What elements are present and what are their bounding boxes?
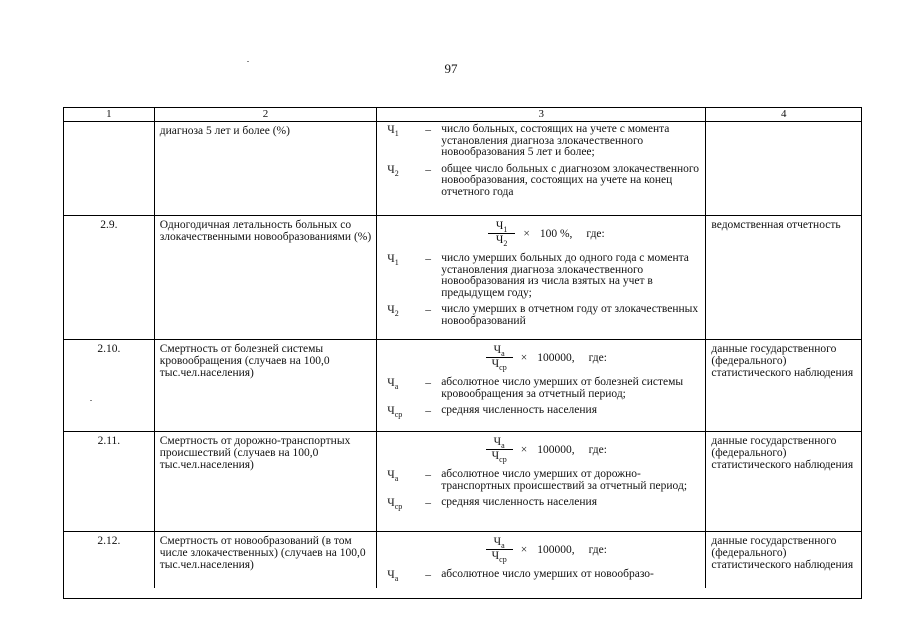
row-number: 2.12. (64, 532, 155, 588)
definition-item (387, 569, 705, 581)
indicator-name: Смертность от дорожно-транспортных происшествий (случаев на 100,0 тыс.чел.населения) (155, 432, 377, 531)
table-row (64, 532, 861, 588)
definition-symbol-subscript: а (394, 474, 399, 483)
definition-item (387, 377, 705, 400)
definition-text: средняя численность населения (441, 404, 597, 416)
row-number: 2.9. (64, 216, 155, 339)
definition-symbol-subscript: 2 (394, 309, 399, 318)
definition-symbol: $Ч_{ср}$ (387, 497, 403, 511)
calculation-method (377, 216, 706, 339)
indicator-name: диагноза 5 лет и более (%) (155, 122, 377, 215)
numerator-symbol-subscript: а (501, 441, 505, 450)
definition-symbol: $Ч_2$ (387, 304, 399, 318)
table-row (64, 340, 861, 432)
definition-dash: – (425, 469, 431, 481)
definition-symbol-subscript: а (394, 382, 399, 391)
numerator-symbol-subscript: а (501, 349, 505, 358)
header-col-4: 4 (780, 108, 787, 120)
definition-text: общее число больных с диагнозом злокачественного новообразования, состоящих на учете на конец отчетного года (441, 162, 700, 198)
definition-item (387, 304, 705, 327)
definition-symbol-subscript: 1 (394, 258, 399, 267)
multiplier: 100 %, (539, 227, 573, 240)
formula (387, 436, 705, 463)
multiply-sign: × (520, 351, 528, 364)
definition-item (387, 253, 705, 299)
denominator-symbol-subscript: 2 (503, 239, 508, 248)
definition-item (387, 124, 705, 159)
formula-denominator (492, 358, 507, 371)
formula-denominator (492, 450, 507, 463)
table-row (64, 122, 861, 216)
numerator-symbol: $Ч_1$ (495, 220, 508, 234)
formula-denominator (492, 550, 507, 563)
definition-symbol-subscript: а (394, 574, 399, 583)
formula-fraction (486, 536, 513, 563)
formula-numerator (486, 536, 513, 550)
formula-fraction (486, 344, 513, 371)
page-number: 97 (444, 61, 458, 76)
definition-text: число умерших больных до одного года с момента установления диагноза злокачественного новообразования из числа взятых на учет в предыдущем году; (441, 252, 689, 299)
table-row (64, 216, 861, 340)
calculation-method (377, 122, 706, 215)
numerator-symbol: $Ч_а$ (493, 344, 505, 358)
definition-symbol-subscript: ср (394, 410, 403, 419)
denominator-symbol-subscript: ср (499, 363, 507, 372)
definition-symbol: $Ч_1$ (387, 253, 399, 267)
formula-fraction (488, 220, 515, 247)
numerator-symbol: $Ч_а$ (493, 536, 505, 550)
where-label: где: (588, 543, 607, 556)
definition-dash: – (425, 497, 431, 509)
indicator-name: Смертность от новообразований (в том числе злокачественных) (случаев на 100,0 тыс.чел.населения) (155, 532, 377, 588)
definition-dash: – (425, 569, 431, 581)
definition-dash: – (425, 377, 431, 389)
definition-item (387, 164, 705, 199)
denominator-symbol: $Ч_{ср}$ (491, 450, 507, 464)
formula-numerator (486, 436, 513, 450)
numerator-symbol: $Ч_а$ (493, 436, 505, 450)
definition-dash: – (425, 124, 431, 136)
formula-numerator (488, 220, 515, 234)
where-label: где: (586, 227, 605, 240)
indicator-name: Одногодичная летальность больных со злокачественными новообразованиями (%) (155, 216, 377, 339)
definition-text: число больных, состоящих на учете с момента установления диагноза злокачественного новообразования 5 лет и более; (441, 123, 670, 158)
definition-symbol: $Ч_{ср}$ (387, 405, 403, 419)
numerator-symbol-subscript: 1 (503, 225, 508, 234)
definition-symbol-subscript: ср (394, 502, 403, 511)
scan-speck (247, 61, 249, 62)
denominator-symbol: $Ч_2$ (495, 234, 508, 248)
header-col-1: 1 (64, 108, 155, 121)
definition-item (387, 469, 705, 492)
data-source (706, 122, 861, 215)
data-source: данные государственного (федерального) статистического наблюдения (711, 343, 854, 379)
indicator-name: Смертность от болезней системы кровообращения (случаев на 100,0 тыс.чел.населения) (155, 340, 377, 431)
scan-speck (90, 400, 92, 401)
formula-denominator (496, 234, 507, 247)
formula-fraction (486, 436, 513, 463)
definition-symbol-subscript: 1 (394, 129, 399, 138)
formula-numerator (486, 344, 513, 358)
calculation-method (377, 340, 706, 431)
multiply-sign: × (523, 227, 530, 240)
definition-dash: – (425, 253, 431, 265)
multiplier: 100000, (537, 543, 575, 556)
definition-text: абсолютное число умерших от дорожно-транспортных происшествий за отчетный период; (441, 468, 688, 492)
row-number: 2.10. (64, 340, 155, 431)
where-label: где: (588, 351, 607, 364)
denominator-symbol: $Ч_{ср}$ (491, 550, 507, 564)
definition-symbol: $Ч_а$ (387, 569, 399, 583)
data-source: ведомственная отчетность (711, 219, 841, 231)
multiply-sign: × (520, 443, 528, 456)
formula (387, 220, 705, 247)
definition-item (387, 405, 705, 417)
indicators-table (63, 107, 862, 599)
calculation-method (377, 432, 706, 531)
definition-dash: – (425, 405, 431, 417)
denominator-symbol-subscript: ср (499, 455, 507, 464)
definition-symbol: $Ч_а$ (387, 377, 399, 391)
table-header-row (64, 108, 861, 122)
multiplier: 100000, (537, 351, 575, 364)
definition-text: средняя численность населения (441, 496, 597, 508)
definition-text: число умерших в отчетном году от злокачественных новообразований (441, 303, 699, 327)
definition-text: абсолютное число умерших от болезней системы кровообращения за отчетный период; (441, 376, 684, 400)
definition-symbol: $Ч_а$ (387, 469, 399, 483)
numerator-symbol-subscript: а (501, 541, 505, 550)
definition-symbol: $Ч_1$ (387, 124, 399, 138)
header-col-2: 2 (155, 108, 377, 121)
definition-text: абсолютное число умерших от новообразо- (441, 568, 654, 580)
definition-symbol: $Ч_2$ (387, 163, 399, 178)
definition-symbol-subscript: 2 (394, 168, 399, 178)
data-source: данные государственного (федерального) статистического наблюдения (711, 535, 854, 571)
definition-dash: – (425, 304, 431, 316)
formula (387, 536, 705, 563)
calculation-method (377, 532, 706, 588)
where-label: где: (588, 443, 607, 456)
table-row (64, 432, 861, 532)
row-number (64, 122, 155, 215)
row-number: 2.11. (64, 432, 155, 531)
definition-dash: – (425, 163, 431, 176)
multiplier: 100000, (537, 443, 575, 456)
denominator-symbol-subscript: ср (499, 555, 507, 564)
formula (387, 344, 705, 371)
definition-item (387, 497, 705, 509)
denominator-symbol: $Ч_{ср}$ (491, 358, 507, 372)
multiply-sign: × (520, 543, 528, 556)
header-col-3: 3 (377, 108, 706, 121)
data-source: данные государственного (федерального) статистического наблюдения (711, 435, 854, 471)
